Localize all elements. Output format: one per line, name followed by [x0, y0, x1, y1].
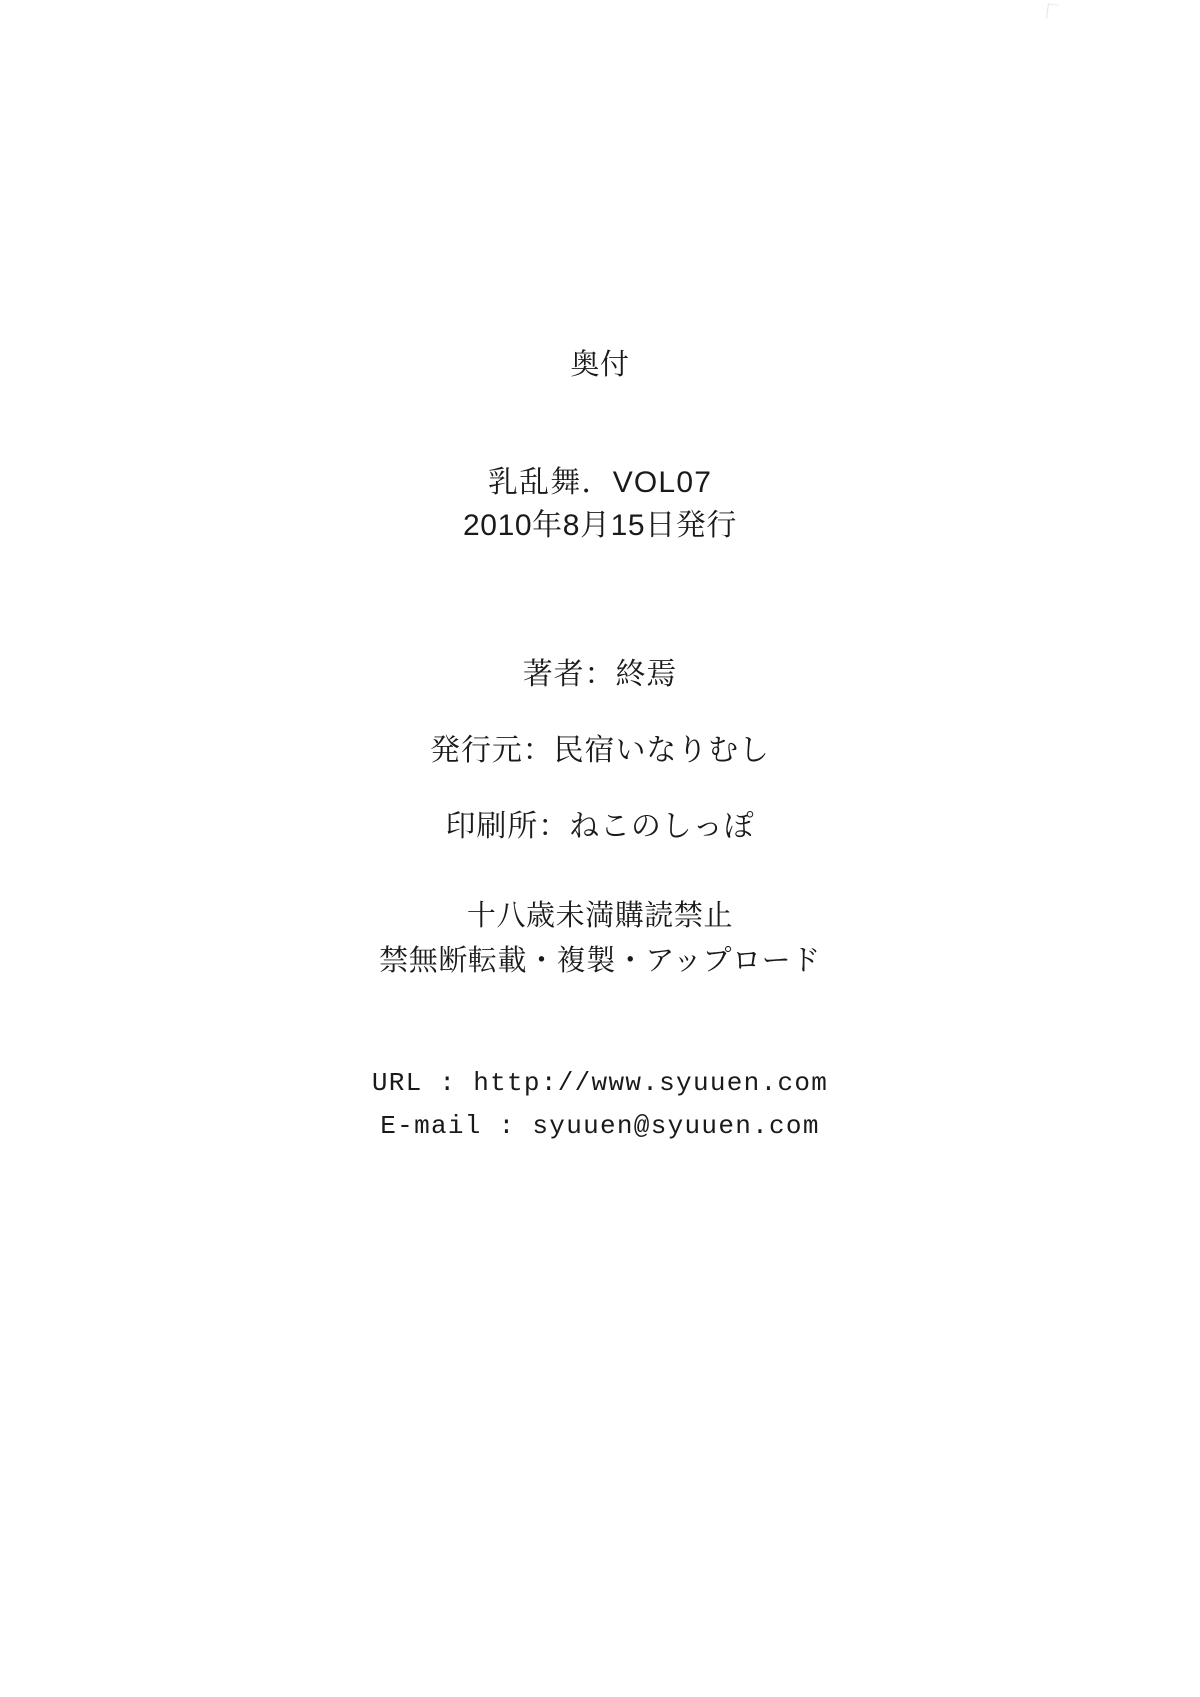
scan-artifact-mark [1046, 3, 1059, 19]
age-restriction-notice: 十八歳未満購読禁止 [466, 899, 734, 932]
credit-printer: 印刷所：ねこのしっぽ [445, 809, 755, 843]
credits-block [0, 657, 1200, 843]
credit-author: 著者：終焉 [522, 657, 678, 691]
publication-date: 2010年8月15日発行 [463, 509, 737, 543]
contact-email: E-mail : syuuen@syuuen.com [380, 1110, 820, 1141]
title-block [0, 461, 1200, 548]
colophon-block [0, 348, 1200, 1147]
contact-url: URL : http://www.syuuen.com [371, 1067, 829, 1098]
reproduction-notice: 禁無断転載・複製・アップロード [379, 944, 821, 977]
contact-block [0, 1062, 1200, 1148]
credit-publisher: 発行元：民宿いなりむし [430, 733, 770, 767]
work-title: 乳乱舞．VOL07 [487, 465, 713, 499]
legal-notice-block [0, 894, 1200, 984]
page-title: 奥付 [570, 349, 630, 381]
